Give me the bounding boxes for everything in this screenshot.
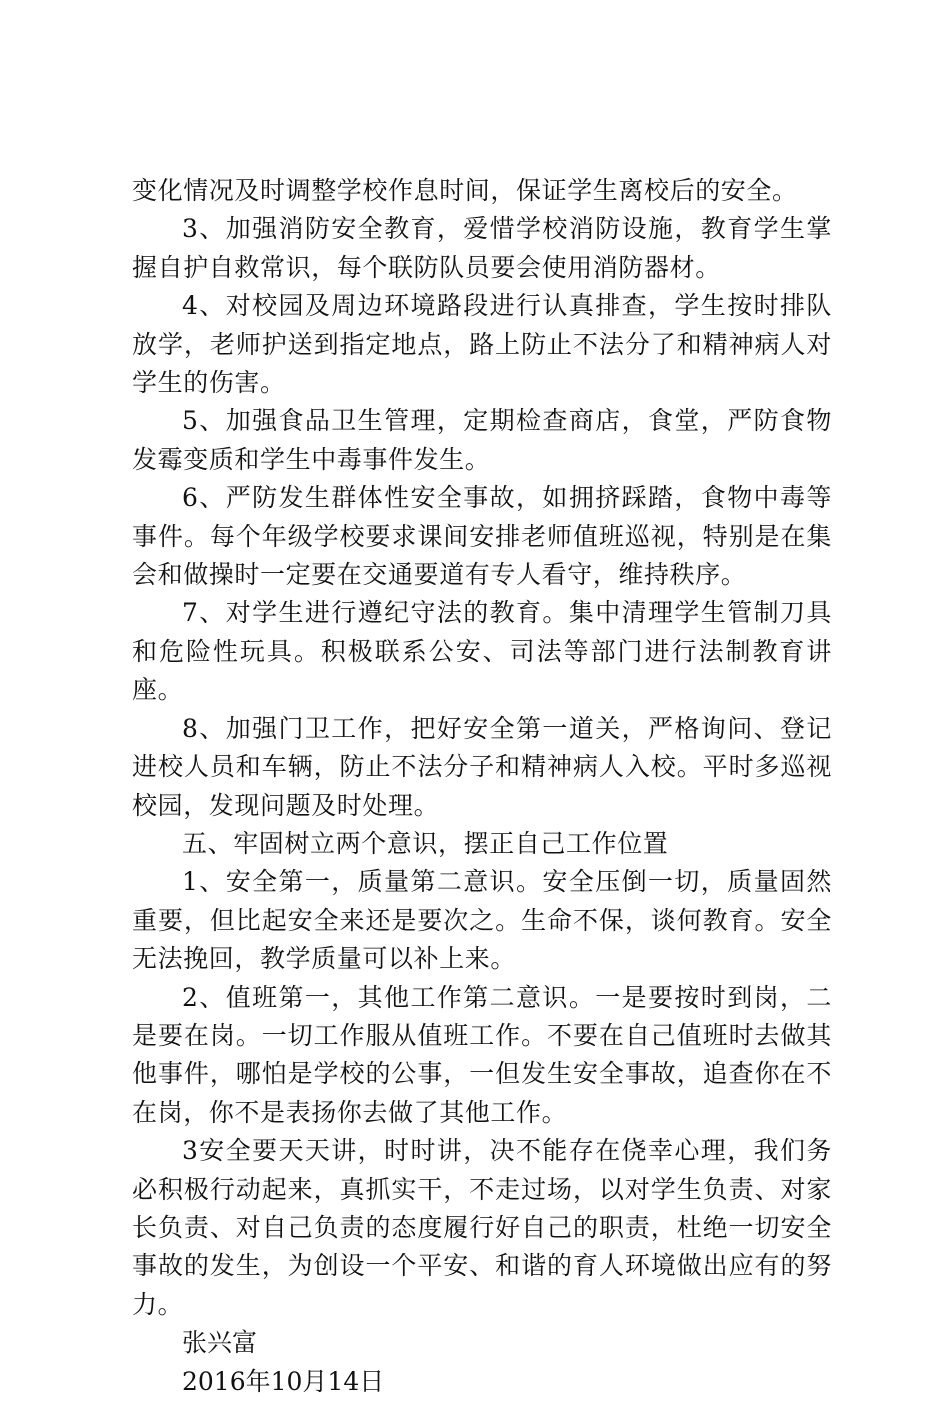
signature-date: 2016年10月14日 — [182, 1366, 385, 1396]
paragraph-awareness-3: 3安全要天天讲，时时讲，决不能存在侥幸心理，我们务必积极行动起来，真抓实干，不走过场，以对学生负责、对家长负责、对自己负责的态度履行好自己的职责，杜绝一切安全事故的发生，为创设一个平安、和谐的育人环境做出应有的努力。 — [132, 1136, 832, 1319]
paragraph-awareness-1: 1、安全第一，质量第二意识。安全压倒一切，质量固然重要，但比起安全来还是要次之。生命不保，谈何教育。安全无法挽回，教学质量可以补上来。 — [132, 867, 832, 974]
signature-name: 张兴富 — [182, 1328, 258, 1358]
paragraph-item-5: 5、加强食品卫生管理，定期检查商店，食堂，严防食物发霉变质和学生中毒事件发生。 — [132, 406, 832, 474]
section-heading-five: 五、牢固树立两个意识，摆正自己工作位置 — [182, 828, 669, 858]
document-body — [132, 172, 832, 1401]
paragraph-item-6: 6、严防发生群体性安全事故，如拥挤踩踏，食物中毒等事件。每个年级学校要求课间安排老师值班巡视，特别是在集会和做操时一定要在交通要道有专人看守，维持秩序。 — [132, 483, 832, 590]
paragraph-item-4: 4、对校园及周边环境路段进行认真排查，学生按时排队放学，老师护送到指定地点，路上防止不法分了和精神病人对学生的伤害。 — [132, 291, 832, 398]
paragraph-item-8: 8、加强门卫工作，把好安全第一道关，严格询问、登记进校人员和车辆，防止不法分子和精神病人入校。平时多巡视校园，发现问题及时处理。 — [132, 713, 832, 820]
paragraph-item-7: 7、对学生进行遵纪守法的教育。集中清理学生管制刀具和危险性玩具。积极联系公安、司法等部门进行法制教育讲座。 — [132, 598, 832, 705]
paragraph-item-3: 3、加强消防安全教育，爱惜学校消防设施，教育学生掌握自护自救常识，每个联防队员要会使用消防器材。 — [132, 214, 832, 282]
paragraph-continuation: 变化情况及时调整学校作息时间，保证学生离校后的安全。 — [132, 176, 798, 205]
paragraph-awareness-2: 2、值班第一，其他工作第二意识。一是要按时到岗，二是要在岗。一切工作服从值班工作。不要在自己值班时去做其他事件，哪怕是学校的公事，一但发生安全事故，追查你在不在岗，你不是表扬你去做了其他工作。 — [132, 982, 832, 1127]
